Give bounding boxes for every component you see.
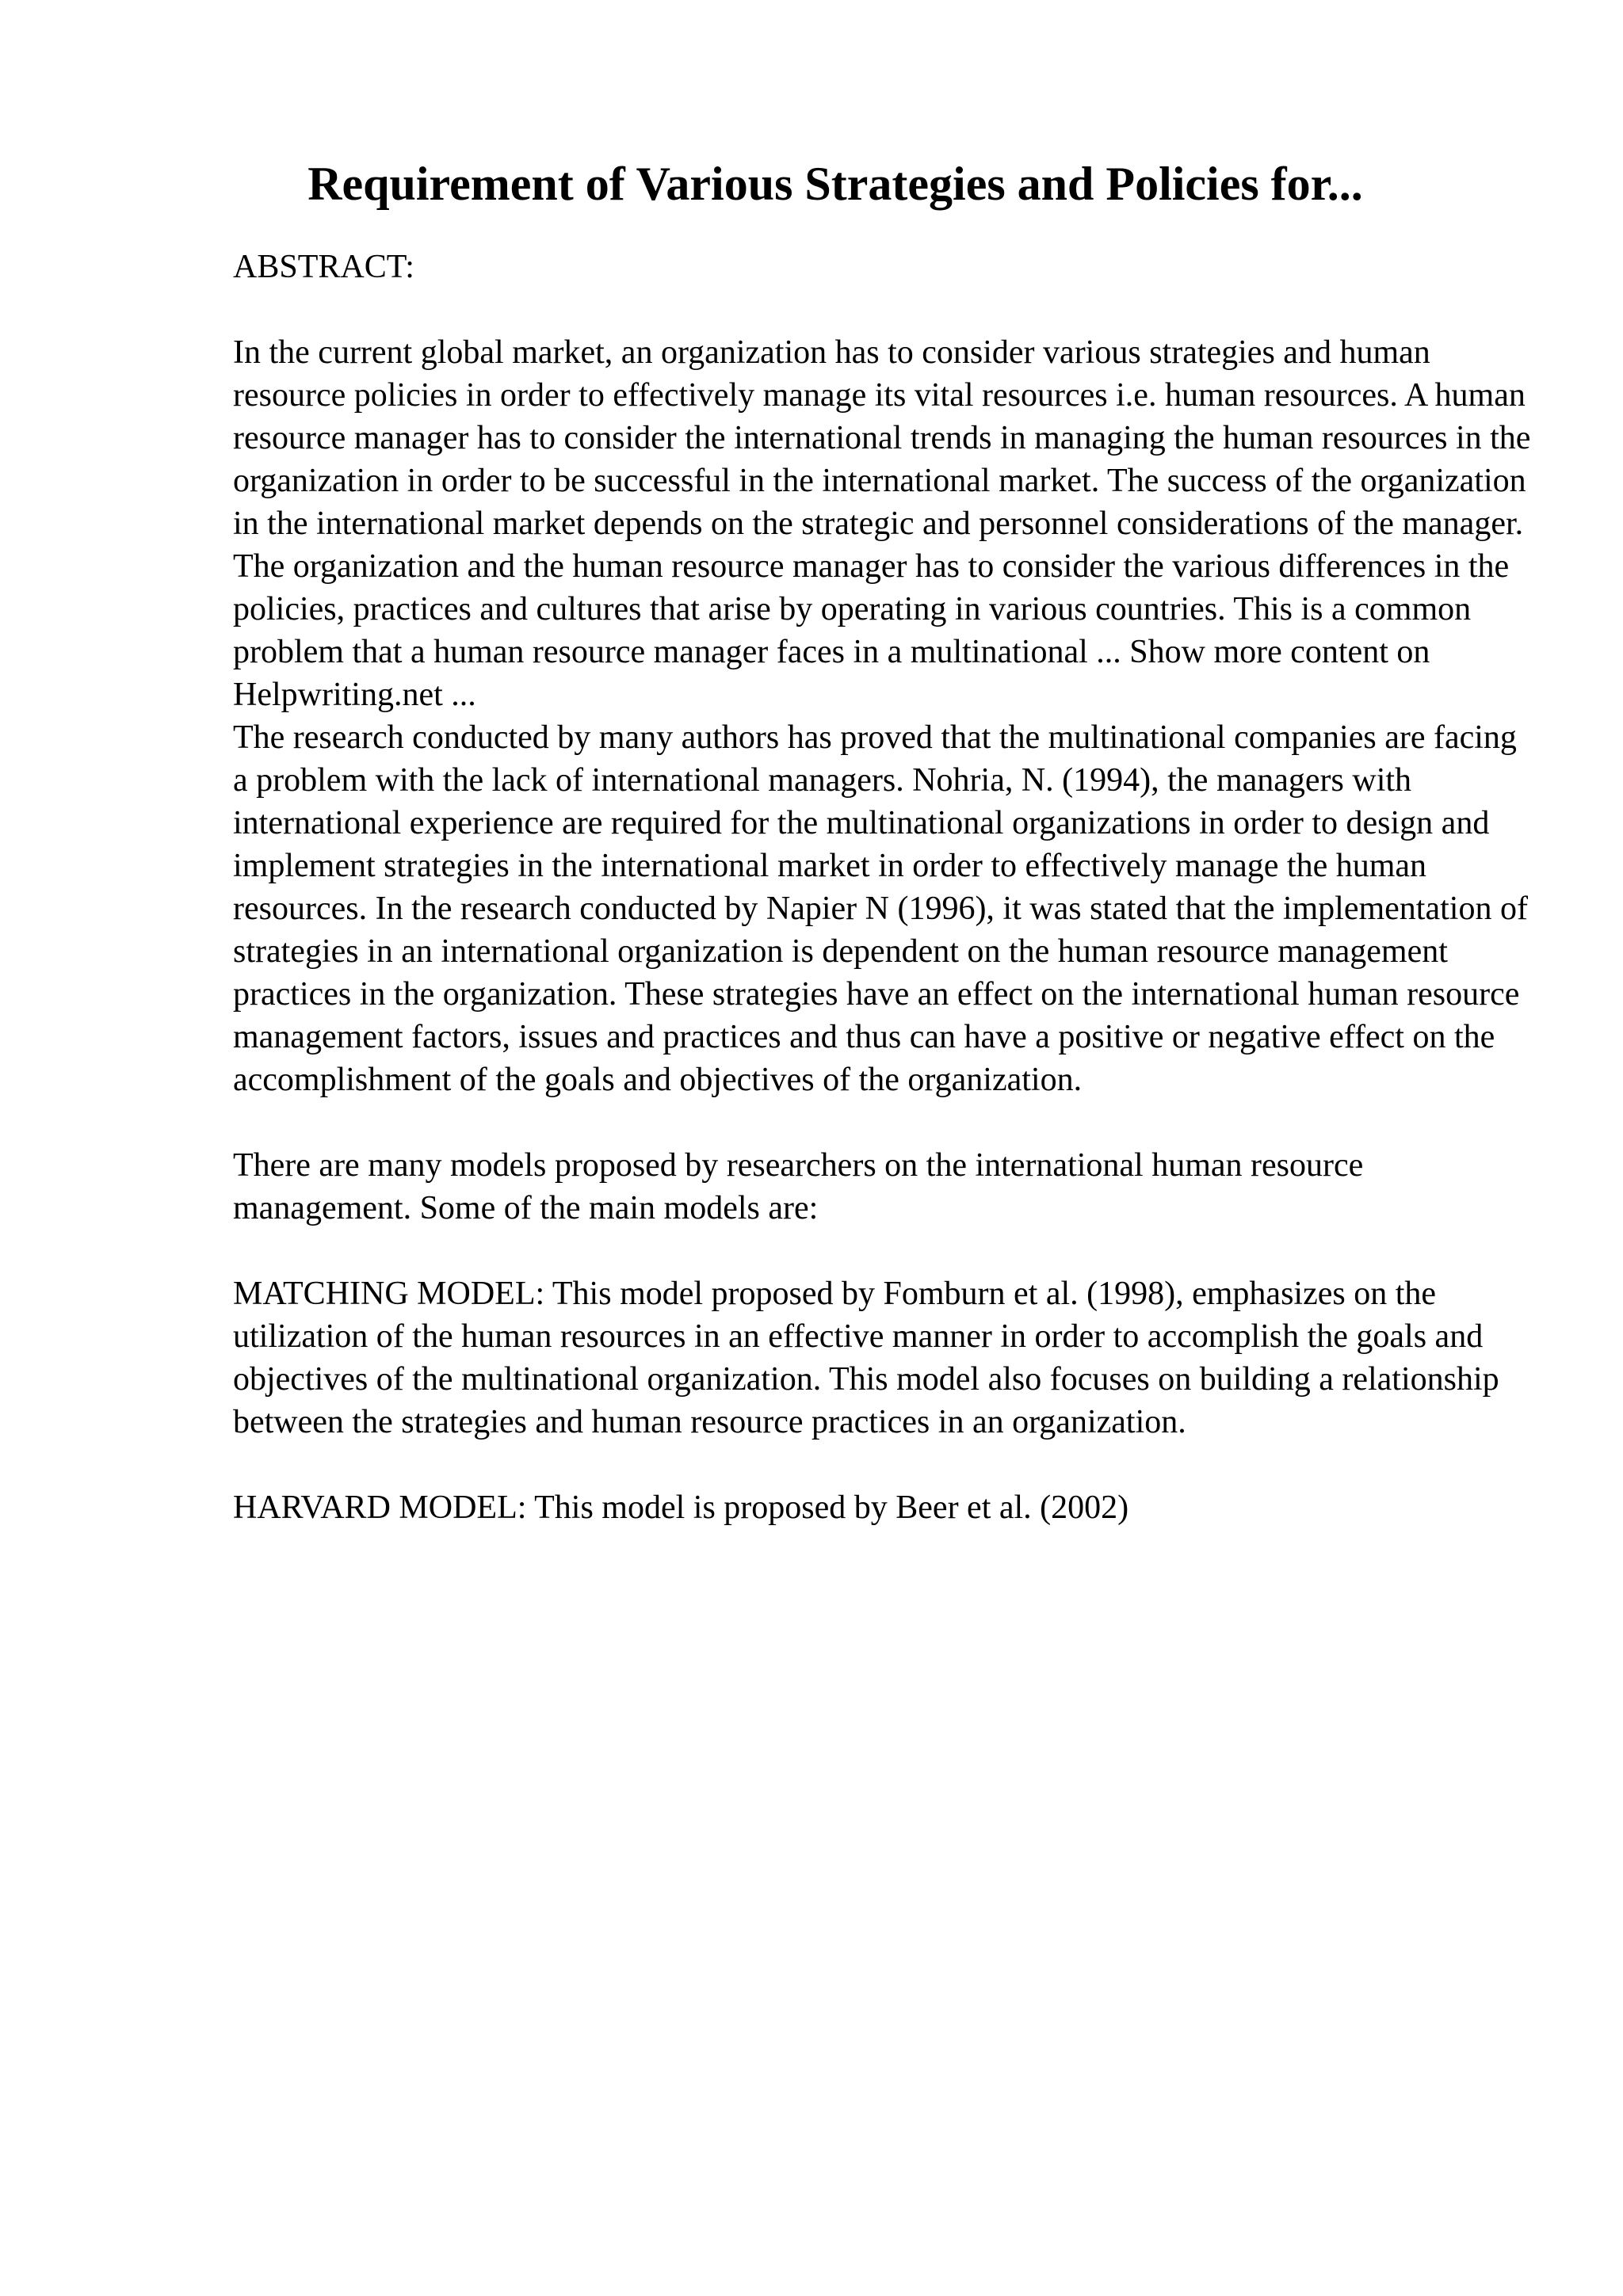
paragraph-research: The research conducted by many authors has proved that the multinational companies are facing a problem with the lack of international managers. Nohria, N. (1994), the managers with international experience are required for the multinational organizations in order to design and implement strategies in the international market in order to effectively manage the human resources. In the research conducted by Napier N (1996), it was stated that the implementation of strategies in an international organization is dependent on the human resource management practices in the organization. These strategies have an effect on the international human resource management factors, issues and practices and thus can have a positive or negative effect on the accomplishment of the goals and objectives of the organization. (233, 719, 1528, 1098)
document-body (233, 246, 1533, 1529)
document-title: Requirement of Various Strategies and Policies for... (307, 158, 1363, 210)
paragraph-intro: In the current global market, an organization has to consider various strategies and human resource policies in order to effectively manage its vital resources i.e. human resources. A human resource manager has to consider the international trends in managing the human resources in the organization in order to be successful in the international market. The success of the organization in the international market depends on the strategic and personnel considerations of the manager. The organization and the human resource manager has to consider the various differences in the policies, practices and cultures that arise by operating in various countries. This is a common problem that a human resource manager faces in a multinational ... Show more content on Helpwriting.net ... (233, 334, 1531, 713)
paragraph-models: There are many models proposed by researchers on the international human resource management. Some of the main models are: (233, 1147, 1364, 1226)
paragraph-gap (233, 288, 1533, 331)
paragraph-matching-model: MATCHING MODEL: This model proposed by Fomburn et al. (1998), emphasizes on the utilization of the human resources in an effective manner in order to accomplish the goals and objectives of the multinational organization. This model also focuses on building a relationship between the strategies and human resource practices in an organization. (233, 1276, 1499, 1440)
paragraph-gap (233, 1230, 1533, 1272)
paragraph-harvard-model: HARVARD MODEL: This model is proposed by Beer et al. (2002) (233, 1489, 1129, 1526)
paragraph-gap (233, 1101, 1533, 1144)
paragraph-gap (233, 1444, 1533, 1486)
abstract-heading: ABSTRACT: (233, 249, 414, 285)
